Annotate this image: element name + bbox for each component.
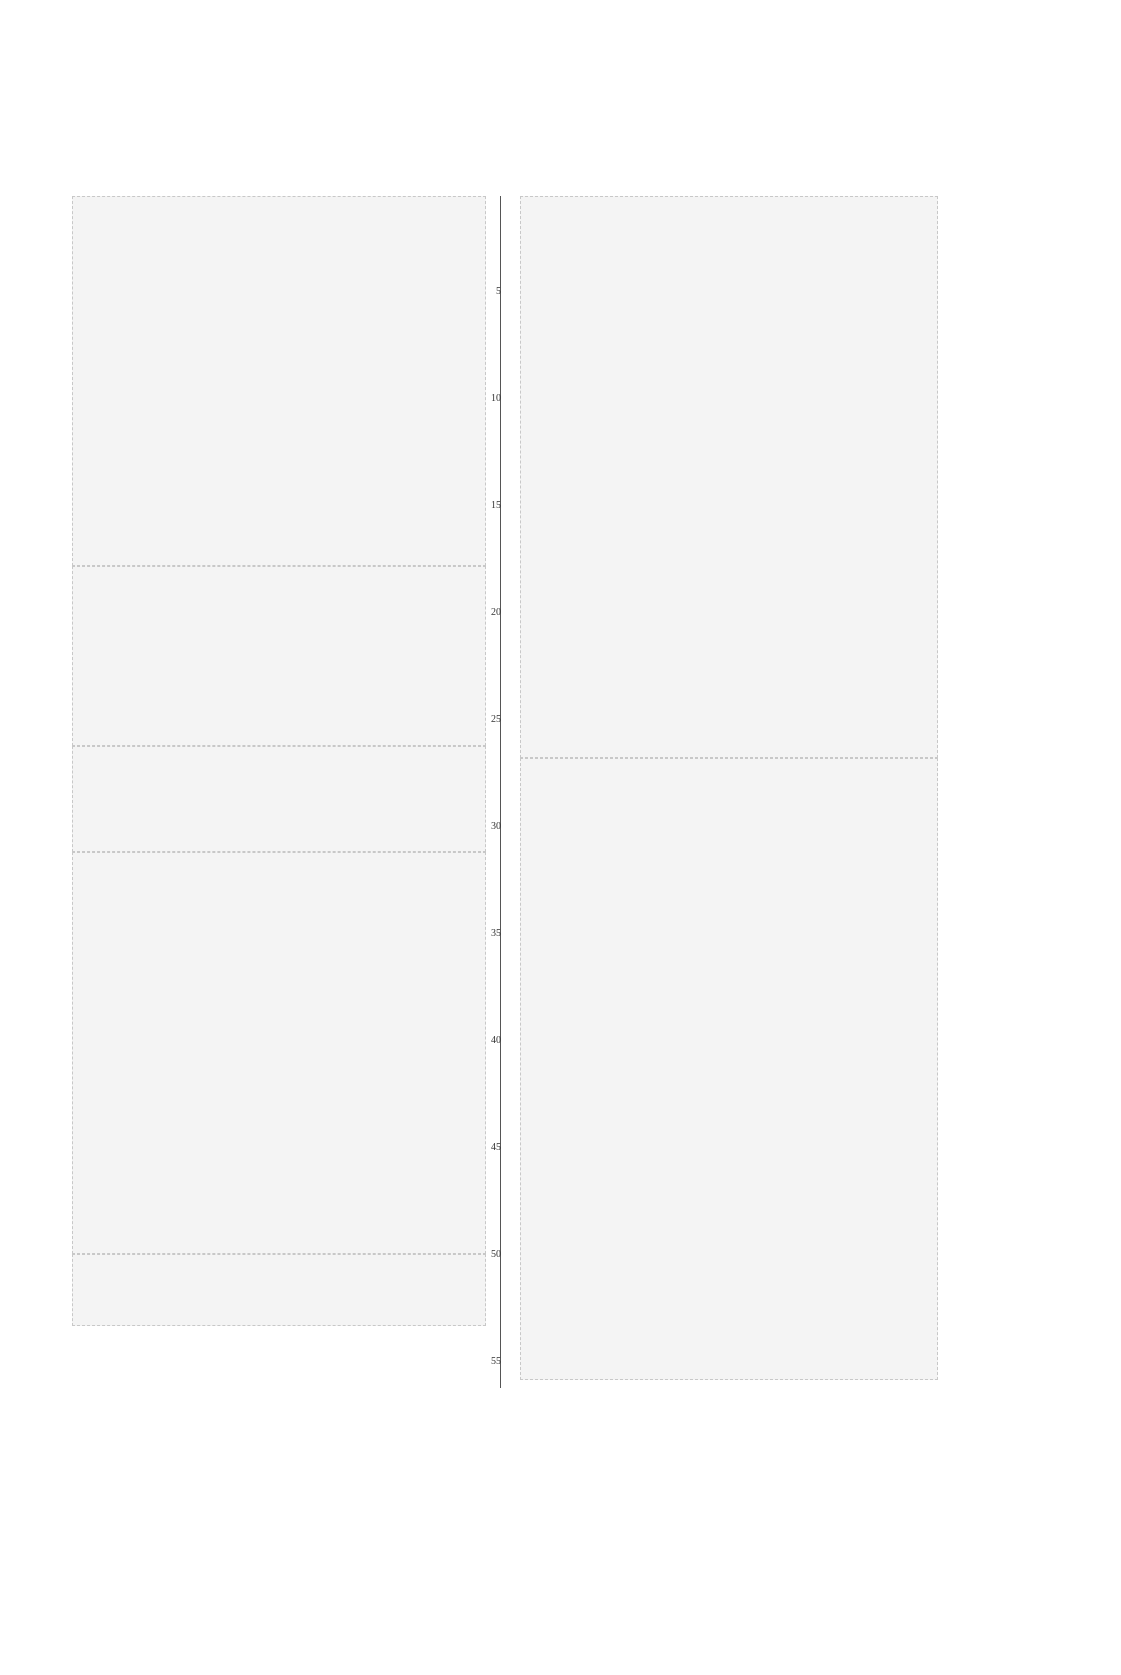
right-column: [520, 196, 938, 1380]
entry-paragraph: [520, 196, 938, 758]
line-number: 15: [491, 500, 501, 511]
column-divider: [500, 196, 501, 1388]
line-number: 25: [491, 714, 501, 725]
entry-paragraph: [72, 566, 486, 746]
line-number: 10: [491, 393, 501, 404]
entry-paragraph: [72, 196, 486, 566]
line-number: 40: [491, 1035, 501, 1046]
entry-paragraph: [520, 758, 938, 1380]
line-number: 45: [491, 1142, 501, 1153]
line-number: 20: [491, 607, 501, 618]
line-number: 5: [496, 286, 501, 297]
line-number: 55: [491, 1356, 501, 1367]
left-column: [72, 196, 486, 1326]
entry-paragraph: [72, 852, 486, 1254]
page-header: [0, 152, 1121, 176]
entry-paragraph: [72, 1254, 486, 1326]
line-number: 30: [491, 821, 501, 832]
line-number: 50: [491, 1249, 501, 1260]
entry-paragraph: [72, 746, 486, 852]
line-number: 35: [491, 928, 501, 939]
